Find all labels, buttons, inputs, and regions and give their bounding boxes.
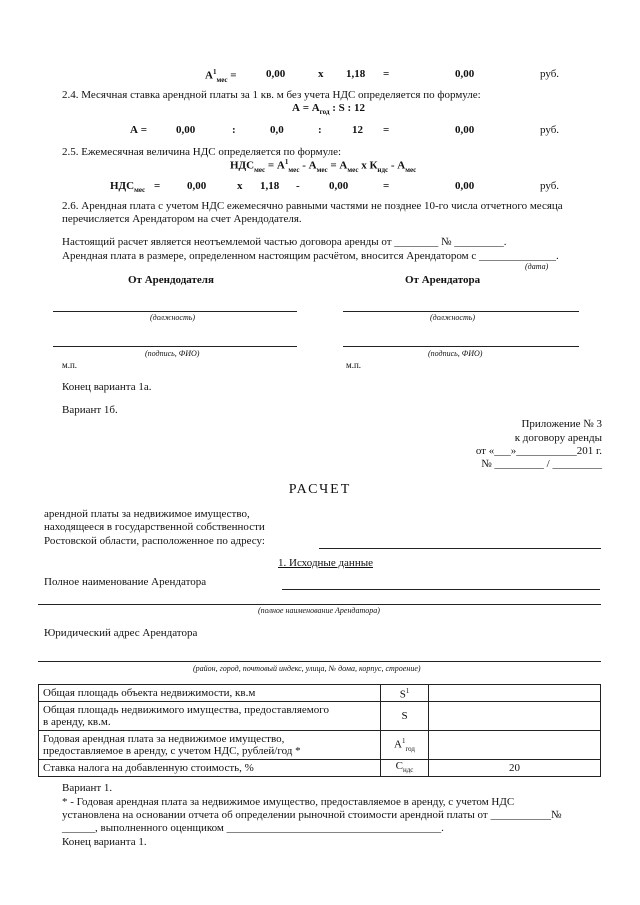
table-cell-symbol: $S^1$ <box>381 685 429 702</box>
formula-a1-lhs: $А^1_{мес}$ = <box>205 68 237 84</box>
subject-line3: Ростовской области, расположенное по адресу: <box>44 535 265 547</box>
formula-a1-v1: 0,00 <box>266 68 286 80</box>
formula-nds-op1: х <box>237 180 243 192</box>
footer-line3: ______, выполненного оценщиком _______________________________________. <box>62 822 444 834</box>
footer-variant: Вариант 1. <box>62 782 113 794</box>
formula-a-unit: руб. <box>540 124 560 136</box>
formula-nds-v3: 0,00 <box>329 180 349 192</box>
signature-right-sign-line <box>343 346 579 347</box>
signature-right-position-hint: (должность) <box>430 313 476 322</box>
signature-right-position-line <box>343 311 579 312</box>
table-row <box>39 760 601 777</box>
table-cell-label: Ставка налога на добавленную стоимость, % <box>39 760 381 777</box>
section-2-4-text: 2.4. Месячная ставка арендной платы за 1 кв. м без учета НДС определяется по формуле: <box>62 89 481 101</box>
formula-nds-result: 0,00 <box>455 180 475 192</box>
tenant-name-line2 <box>38 604 601 605</box>
signature-right-stamp: м.п. <box>346 360 362 370</box>
formula-nds-v2: 1,18 <box>260 180 280 192</box>
signature-left-title: От Арендодателя <box>128 274 214 286</box>
formula-nds-op2: - <box>296 180 300 192</box>
formula-nds-unit: руб. <box>540 180 560 192</box>
tenant-name-hint: (полное наименование Арендатора) <box>258 606 380 615</box>
signature-left-sign-hint: (подпись, ФИО) <box>145 349 200 358</box>
table-cell-value[interactable] <box>429 731 601 760</box>
formula-a1-unit: руб. <box>540 68 560 80</box>
footer-line2: установлена на основании отчета об определении рыночной стоимости арендной платы от ___________№ <box>62 809 562 821</box>
note-date-hint: (дата) <box>525 262 549 271</box>
signature-left-position-line <box>53 311 297 312</box>
signature-left-sign-line <box>53 346 297 347</box>
section-2-6-line1: 2.6. Арендная плата с учетом НДС ежемесячно равными частями не позднее 10-го числа отчетного месяца <box>62 200 563 212</box>
formula-a-result: 0,00 <box>455 124 475 136</box>
signature-right-sign-hint: (подпись, ФИО) <box>428 349 483 358</box>
signature-left-position-hint: (должность) <box>150 313 196 322</box>
subject-line1: арендной платы за недвижимое имущество, <box>44 508 250 520</box>
table-cell-label: Общая площадь недвижимого имущества, предоставляемого в аренду, кв.м. <box>39 702 381 731</box>
appendix-line2: к договору аренды <box>514 432 602 444</box>
formula-a-v2: 0,0 <box>270 124 284 136</box>
section-2-4-formula: $А = А_{год}$ : S : 12 <box>292 102 365 117</box>
variant-1b: Вариант 1б. <box>62 404 118 416</box>
table-row <box>39 685 601 702</box>
formula-a1-op: х <box>318 68 324 80</box>
tenant-address-hint: (район, город, почтовый индекс, улица, № дома, корпус, строение) <box>193 664 421 673</box>
table-cell-value[interactable]: 20 <box>429 760 601 777</box>
section-2-5-text: 2.5. Ежемесячная величина НДС определяется по формуле: <box>62 146 342 158</box>
table-row <box>39 702 601 731</box>
formula-a1-eq: = <box>383 68 390 80</box>
subject-line2: находящееся в государственной собственности <box>44 521 265 533</box>
data-table <box>38 684 601 777</box>
appendix-line1: Приложение № 3 <box>521 418 602 430</box>
formula-a-eq: = <box>383 124 390 136</box>
formula-nds-lhs: $НДС_{мес}$ <box>110 180 146 195</box>
formula-nds-eq: = <box>154 180 161 192</box>
address-line <box>319 548 601 549</box>
formula-nds-v1: 0,00 <box>187 180 207 192</box>
formula-a-op1: : <box>232 124 236 136</box>
section-1-heading: 1. Исходные данные <box>278 557 373 569</box>
table-cell-value[interactable] <box>429 702 601 731</box>
formula-nds-eq2: = <box>383 180 390 192</box>
note-line1: Настоящий расчет является неотъемлемой частью договора аренды от ________ № _________. <box>62 236 507 248</box>
tenant-address-label: Юридический адрес Арендатора <box>44 627 198 639</box>
appendix-line3: от «___»___________201 г. <box>475 445 602 457</box>
footer-end: Конец варианта 1. <box>62 836 147 848</box>
signature-right-title: От Арендатора <box>405 274 481 286</box>
table-cell-label: Общая площадь объекта недвижимости, кв.м <box>39 685 381 702</box>
note-line2: Арендная плата в размере, определенном настоящим расчётом, вносится Арендатором с ______________. <box>62 250 559 262</box>
tenant-name-line <box>282 589 600 590</box>
table-cell-symbol: $С_{ндс}$ <box>381 760 429 777</box>
formula-a-op2: : <box>318 124 322 136</box>
formula-a1-result: 0,00 <box>455 68 475 80</box>
formula-a1-v2: 1,18 <box>346 68 366 80</box>
formula-a-v3: 12 <box>352 124 363 136</box>
formula-a-v1: 0,00 <box>176 124 196 136</box>
table-row <box>39 731 601 760</box>
table-cell-label: Годовая арендная плата за недвижимое имущество, предоставляемое в аренду, с учетом НДС, рублей/год * <box>39 731 381 760</box>
table-cell-value[interactable] <box>429 685 601 702</box>
page-title: РАСЧЕТ <box>288 482 352 497</box>
section-2-5-formula: $НДС_{мес} = А^1_{мес} - А_{мес} = А_{мес}$ х $К_{ндс} - А_{мес}$ <box>230 158 417 174</box>
tenant-address-line <box>38 661 601 662</box>
end-variant-1a: Конец варианта 1а. <box>62 381 152 393</box>
tenant-name-label: Полное наименование Арендатора <box>44 576 207 588</box>
table-cell-symbol: $А^1_{год}$ <box>381 731 429 760</box>
appendix-line4: № _________ / _________ <box>481 458 602 470</box>
section-2-6-line2: перечисляется Арендатором на счет Арендодателя. <box>62 213 302 225</box>
signature-left-stamp: м.п. <box>62 360 78 370</box>
footer-line1: * - Годовая арендная плата за недвижимое имущество, предоставляемое в аренду, с учетом НДС <box>62 796 515 808</box>
table-cell-symbol: S <box>381 702 429 731</box>
formula-a-lhs: А = <box>130 124 147 136</box>
